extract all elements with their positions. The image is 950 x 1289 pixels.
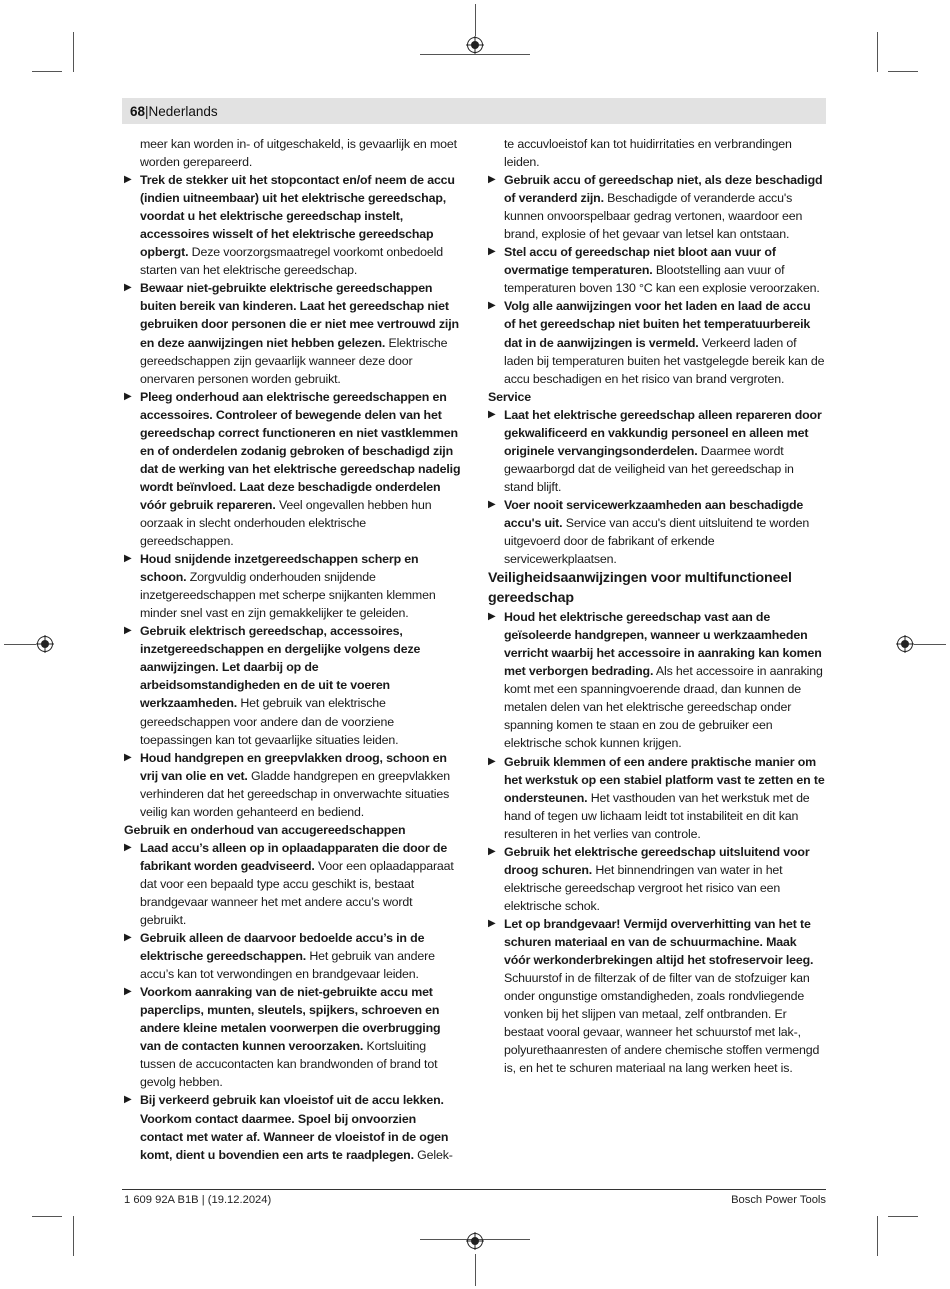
page-number: 68 bbox=[130, 104, 146, 119]
section-heading: Veiligheidsaanwijzingen voor multifunctioneel gereedschap bbox=[488, 570, 792, 607]
list-item bbox=[124, 929, 461, 983]
crop-mark bbox=[73, 32, 74, 72]
service-heading: Service bbox=[488, 389, 532, 404]
item-bold-text: Voorkom aanraking van de niet-gebruikte accu met paperclips, munten, sleutels, spijkers, schroeven en andere kleine metalen voorwerpen die overbrugging van de contacten kunnen veroorzaken. bbox=[140, 985, 441, 1054]
crop-mark bbox=[73, 1216, 74, 1256]
footer-divider bbox=[122, 1189, 826, 1190]
right-continuation: te accuvloeistof kan tot huidirritaties en verbrandingen leiden. bbox=[504, 137, 792, 170]
bullet-arrow-icon: ▶ bbox=[488, 408, 496, 420]
item-bold-text: Houd het elektrische gereedschap vast aan de geïsoleerde handgrepen, wanneer u werkzaamheden verricht waarbij het accessoire in aanraking kan komen met verborgen bedrading. bbox=[504, 610, 822, 679]
list-item bbox=[124, 839, 461, 929]
bullet-arrow-icon: ▶ bbox=[488, 845, 496, 857]
crop-mark bbox=[420, 54, 530, 55]
item-body-text: Veel ongevallen hebben hun oorzaak in slecht onderhouden elektrische gereedschappen. bbox=[140, 497, 432, 549]
item-bold-text: Houd handgrepen en greepvlakken droog, schoon en vrij van olie en vet. bbox=[140, 750, 447, 783]
list-item bbox=[124, 1091, 461, 1163]
left-column bbox=[124, 135, 461, 1164]
item-body-text: Voor een oplaadapparaat dat voor een bepaald type accu geschikt is, bestaat brandgevaar wanneer het met andere accu’s wordt gebruikt. bbox=[140, 858, 454, 928]
bullet-arrow-icon: ▶ bbox=[124, 932, 132, 944]
page-header bbox=[130, 103, 218, 120]
item-body-text: Het binnendringen van water in het elektrische gereedschap vergroot het risico van een elektrische schok. bbox=[504, 862, 783, 913]
list-item bbox=[124, 550, 461, 622]
item-body-text: Service van accu's dient uitsluitend te worden uitgevoerd door de fabrikant of erkende servicewerkplaatsen. bbox=[504, 515, 810, 567]
bullet-arrow-icon: ▶ bbox=[124, 625, 132, 637]
bullet-arrow-icon: ▶ bbox=[488, 246, 496, 258]
list-item bbox=[124, 622, 461, 748]
list-item bbox=[124, 983, 461, 1091]
item-body-text: Als het accessoire in aanraking komt met een spanningvoerende draad, dan kunnen de metalen delen van het elektrische gereedschap onder spanning komen te staan en zou de gebruiker een elektrische schok kunnen krijgen. bbox=[504, 664, 823, 751]
item-bold-text: Gebruik het elektrische gereedschap uitsluitend voor droog schuren. bbox=[504, 844, 810, 877]
left-items bbox=[124, 171, 461, 821]
item-body-text: Kortsluiting tussen de accucontacten kan brandwonden of brand tot gevolg hebben. bbox=[140, 1039, 438, 1090]
item-body-text: Het vasthouden van het werkstuk met de hand of tegen uw lichaam leidt tot instabiliteit en dit kan resulteren in het verlies van controle. bbox=[504, 790, 810, 841]
section-items bbox=[488, 608, 825, 1077]
item-body-text: Gelek- bbox=[413, 1147, 453, 1162]
crop-mark bbox=[877, 32, 878, 72]
item-body-text: Elektrische gereedschappen zijn gevaarlijk wanneer deze door onervaren personen worden gebruikt. bbox=[140, 335, 448, 386]
list-item bbox=[488, 843, 825, 915]
list-item bbox=[488, 243, 825, 297]
registration-mark-icon bbox=[36, 635, 54, 653]
item-body-text: Zorgvuldig onderhouden snijdende inzetgereedschappen met scherpe snijkanten klemmen minder snel vast en zijn gemakkelijker te geleiden. bbox=[140, 570, 436, 621]
bullet-arrow-icon: ▶ bbox=[124, 174, 132, 186]
item-body-text: Beschadigde of veranderde accu's kunnen onvoorspelbaar gedrag vertonen, waardoor een brand, explosie of het gevaar van letsel kan ontstaan. bbox=[504, 191, 803, 242]
intro-continuation: meer kan worden in- of uitgeschakeld, is gevaarlijk en moet worden gerepareerd. bbox=[140, 137, 457, 170]
item-body-text: Deze voorzorgsmaatregel voorkomt onbedoeld starten van het elektrische gereedschap. bbox=[140, 245, 443, 278]
crop-mark bbox=[32, 1216, 62, 1217]
crop-mark bbox=[4, 644, 36, 645]
list-item bbox=[124, 171, 461, 279]
item-bold-text: Laat het elektrische gereedschap alleen repareren door gekwalificeerd en vakkundig personeel en alleen met originele vervangingsonderdelen. bbox=[504, 407, 822, 458]
left-items-2 bbox=[124, 839, 461, 1164]
bullet-arrow-icon: ▶ bbox=[488, 917, 496, 929]
registration-mark-icon bbox=[466, 1232, 484, 1250]
item-body-text: Blootstelling aan vuur of temperaturen boven 130 °C kan een explosie veroorzaken. bbox=[504, 263, 820, 296]
bullet-arrow-icon: ▶ bbox=[124, 751, 132, 763]
item-body-text: Daarmee wordt gewaarborgd dat de veiligheid van het gereedschap in stand blijft. bbox=[504, 443, 794, 494]
registration-mark-icon bbox=[466, 36, 484, 54]
bullet-arrow-icon: ▶ bbox=[124, 1094, 132, 1106]
crop-mark bbox=[475, 1254, 476, 1286]
item-bold-text: Gebruik elektrisch gereedschap, accessoires, inzetgereedschappen en dergelijke volgens deze aanwijzingen. Let daarbij op de arbeidsomstandigheden en de uit te voeren werkzaamheden. bbox=[140, 624, 421, 711]
page-header-bar bbox=[122, 98, 826, 124]
registration-mark-icon bbox=[896, 635, 914, 653]
bullet-arrow-icon: ▶ bbox=[124, 390, 132, 402]
bullet-arrow-icon: ▶ bbox=[488, 498, 496, 510]
crop-mark bbox=[32, 71, 62, 72]
right-items bbox=[488, 171, 825, 388]
list-item bbox=[124, 749, 461, 821]
list-item bbox=[488, 608, 825, 752]
crop-mark bbox=[888, 71, 918, 72]
list-item bbox=[124, 388, 461, 550]
header-language: Nederlands bbox=[148, 104, 218, 119]
bullet-arrow-icon: ▶ bbox=[488, 755, 496, 767]
item-bold-text: Laad accu’s alleen op in oplaadapparaten die door de fabrikant worden geadviseerd. bbox=[140, 840, 448, 873]
item-bold-text: Houd snijdende inzetgereedschappen scherp en schoon. bbox=[140, 552, 419, 585]
item-bold-text: Trek de stekker uit het stopcontact en/of neem de accu (indien uitneembaar) uit het elektrische gereedschap, voordat u het elektrische gereedschap instelt, accessoires wisselt of het elektrische gereedschap opbergt. bbox=[140, 173, 455, 260]
item-body-text: Verkeerd laden of laden bij temperaturen buiten het vastgelegde bereik kan de accu beschadigen en het risico van brand vergroten. bbox=[504, 335, 825, 386]
item-bold-text: Volg alle aanwijzingen voor het laden en laad de accu of het gereedschap niet buiten het temperatuurbereik dat in de aanwijzingen is vermeld. bbox=[504, 299, 811, 350]
item-bold-text: Gebruik klemmen of een andere praktische manier om het werkstuk op een stabiel platform vast te zetten en te ondersteunen. bbox=[504, 754, 825, 805]
item-bold-text: Gebruik accu of gereedschap niet, als deze beschadigd of veranderd zijn. bbox=[504, 173, 823, 206]
bullet-arrow-icon: ▶ bbox=[124, 553, 132, 565]
item-bold-text: Stel accu of gereedschap niet bloot aan vuur of overmatige temperaturen. bbox=[504, 245, 776, 278]
item-bold-text: Gebruik alleen de daarvoor bedoelde accu’s in de elektrische gereedschappen. bbox=[140, 931, 425, 964]
item-bold-text: Bij verkeerd gebruik kan vloeistof uit de accu lekken. Voorkom contact daarmee. Spoel bij onvoorzien contact met water af. Wanneer de vloeistof in de ogen komt, dient u bovendien een arts te raadplegen. bbox=[140, 1093, 449, 1162]
footer-brand: Bosch Power Tools bbox=[731, 1194, 826, 1206]
service-items bbox=[488, 406, 825, 568]
list-item bbox=[124, 279, 461, 387]
list-item bbox=[488, 753, 825, 843]
bullet-arrow-icon: ▶ bbox=[124, 282, 132, 294]
crop-mark bbox=[475, 4, 476, 36]
right-column bbox=[488, 135, 825, 1077]
item-bold-text: Let op brandgevaar! Vermijd oververhitting van het te schuren materiaal en van de schuurmachine. Maak vóór werkonderbrekingen altijd het stofreservoir leeg. bbox=[504, 916, 814, 968]
header-separator: | bbox=[145, 104, 149, 119]
crop-mark bbox=[877, 1216, 878, 1256]
item-body-text: Gladde handgrepen en greepvlakken verhinderen dat het gereedschap in onverwachte situaties veilig kan worden gehanteerd en bediend. bbox=[140, 768, 450, 819]
list-item bbox=[488, 171, 825, 243]
item-body-text: Het gebruik van andere accu’s kan tot verwondingen en brandgevaar leiden. bbox=[140, 949, 435, 982]
list-item bbox=[488, 496, 825, 568]
bullet-arrow-icon: ▶ bbox=[488, 300, 496, 312]
list-item bbox=[488, 297, 825, 387]
item-body-text: Schuurstof in de filterzak of de filter van de stofzuiger kan onder ongunstige omstandigheden, zoals rondvliegende vonken bij het slijpen van metaal, zelf ontbranden. Er bestaat vooral gevaar, wanneer het schuurstof met lak-, polyurethaanresten of andere chemische stoffen vermengd is, en het te schuren materiaal na lang werken heet is. bbox=[504, 971, 820, 1076]
item-bold-text: Bewaar niet-gebruikte elektrische gereedschappen buiten bereik van kinderen. Laat het gereedschap niet gebruiken door personen die er niet mee vertrouwd zijn en deze aanwijzingen niet hebben gelezen. bbox=[140, 281, 459, 350]
footer-doc-code: 1 609 92A B1B | (19.12.2024) bbox=[124, 1194, 272, 1206]
item-bold-text: Pleeg onderhoud aan elektrische gereedschappen en accessoires. Controleer of bewegende delen van het gereedschap correct functioneren en niet vastklemmen en of onderdelen zodanig gebroken of beschadigd zijn dat de werking van het elektrische gereedschap nadelig wordt beïnvloed. Laat deze beschadigde onderdelen vóór gebruik repareren. bbox=[140, 389, 461, 512]
crop-mark bbox=[888, 1216, 918, 1217]
list-item bbox=[488, 915, 825, 1077]
crop-mark bbox=[914, 644, 946, 645]
bullet-arrow-icon: ▶ bbox=[124, 841, 132, 853]
item-body-text: Het gebruik van elektrische gereedschappen voor andere dan de voorziene toepassingen kan tot gevaarlijke situaties leiden. bbox=[140, 696, 399, 747]
item-bold-text: Voer nooit servicewerkzaamheden aan beschadigde accu's uit. bbox=[504, 497, 804, 530]
bullet-arrow-icon: ▶ bbox=[488, 174, 496, 186]
list-item bbox=[488, 406, 825, 496]
bullet-arrow-icon: ▶ bbox=[488, 611, 496, 623]
bullet-arrow-icon: ▶ bbox=[124, 986, 132, 998]
subheading-battery-tools: Gebruik en onderhoud van accugereedschappen bbox=[124, 822, 406, 837]
